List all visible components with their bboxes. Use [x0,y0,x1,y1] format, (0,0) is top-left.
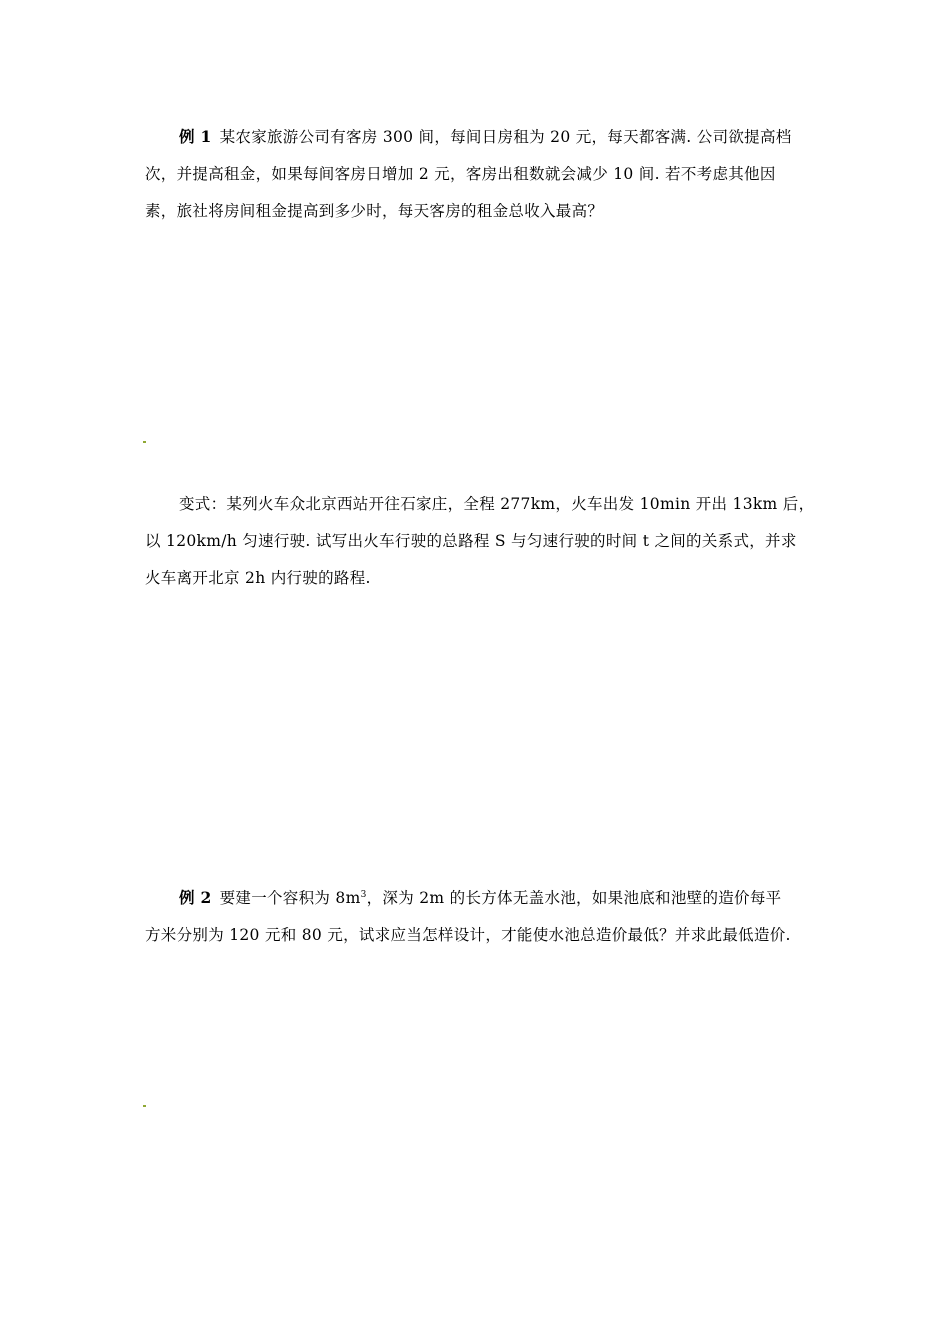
example-1-paragraph [145,118,815,230]
cubic-superscript: 3 [360,890,367,900]
example-1-label: 例 1 [179,127,212,146]
example-2-text-1a: 要建一个容积为 8m [219,889,361,907]
example-2-label: 例 2 [179,888,212,907]
example-2-text-1b: ，深为 2m 的长方体无盖水池，如果池底和池壁的造价每平 [366,889,782,907]
anchor-marker-2 [143,1105,146,1107]
variant-line-1: 变式：某列火车众北京西站开往石家庄，全程 277km，火车出发 10min 开出 13km 后， [179,495,815,513]
example-2-paragraph [145,879,815,954]
variant-line-2: 以 120km/h 匀速行驶. 试写出火车行驶的总路程 S 与匀速行驶的时间 t 之间的关系式，并求 [145,532,797,550]
anchor-marker-1 [143,441,146,443]
example-2-line-1 [145,879,815,917]
variant-paragraph [145,486,815,597]
example-1-line-1 [145,118,815,156]
example-1-text-1: 某农家旅游公司有客房 300 间，每间日房租为 20 元，每天都客满. 公司欲提高档 [219,128,792,146]
variant-line-3: 火车离开北京 2h 内行驶的路程. [145,569,371,587]
example-1-line-2: 次，并提高租金，如果每间客房日增加 2 元，客房出租数就会减少 10 间. 若不考虑其他因 [145,165,776,183]
example-1-line-3: 素，旅社将房间租金提高到多少时，每天客房的租金总收入最高？ [145,202,604,220]
example-2-line-2: 方米分别为 120 元和 80 元，试求应当怎样设计，才能使水池总造价最低？并求此最低造价. [145,926,791,944]
